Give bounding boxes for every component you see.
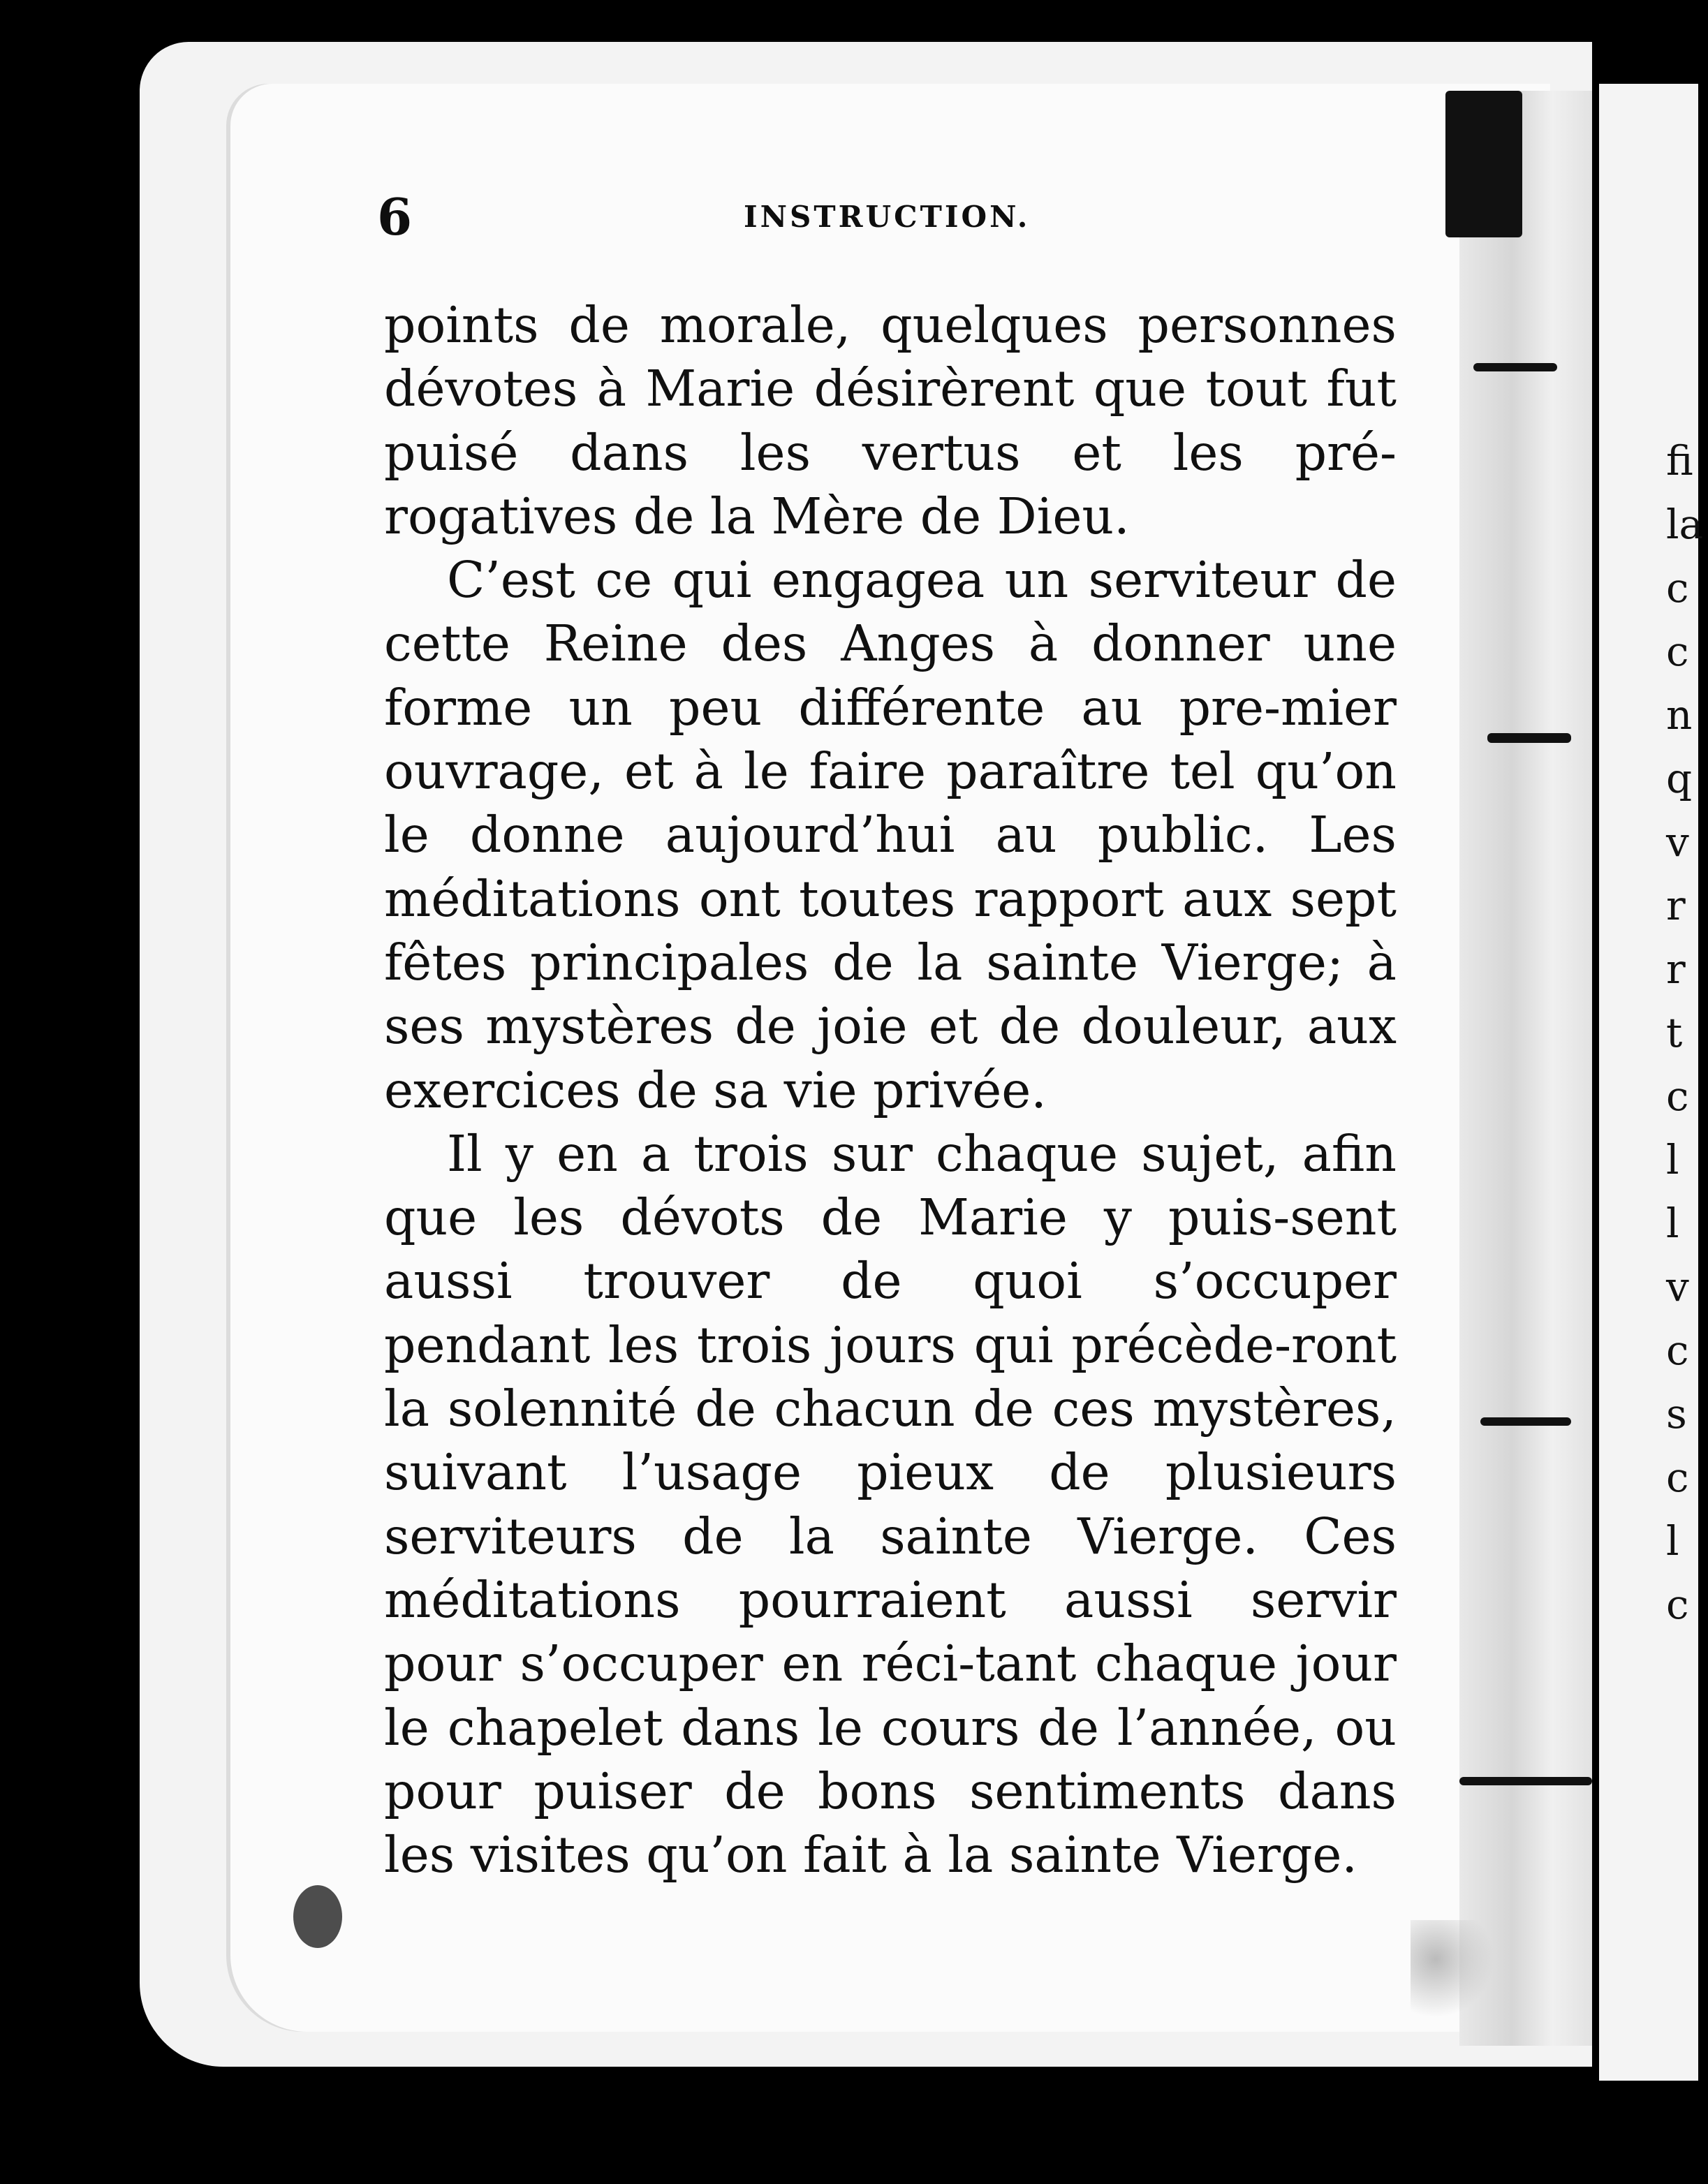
paragraph: C’est ce qui engagea un serviteur de cette Reine des Anges à donner une forme un peu différente au pre-mier ouvrage, et à le faire paraître tel qu’on le donne aujourd’hui au public. Les méditations ont toutes rapport aux sept fêtes principales de la sainte Vierge; à ses mystères de joie et de douleur, aux exercices de sa vie privée. bbox=[384, 551, 1397, 1119]
binding-stitch bbox=[1445, 91, 1522, 237]
page-shadow bbox=[1411, 1920, 1494, 2018]
body-text bbox=[384, 293, 1397, 1887]
binding-stitch bbox=[1480, 1417, 1571, 1426]
page-number: 6 bbox=[377, 187, 413, 246]
book-gutter bbox=[1459, 91, 1592, 2046]
binding-stitch bbox=[1473, 363, 1557, 371]
page-header bbox=[377, 187, 1404, 246]
running-head: INSTRUCTION. bbox=[744, 200, 1031, 234]
facing-page-edge bbox=[1599, 84, 1704, 2081]
binding-stitch bbox=[1487, 733, 1571, 743]
ink-smudge bbox=[293, 1885, 342, 1948]
binding-stitch bbox=[1459, 1777, 1592, 1785]
paragraph: Il y en a trois sur chaque sujet, afin que les dévots de Marie y puis-sent aussi trouver de quoi s’occuper pendant les trois jours qui précède-ront la solennité de chacun de ces mystères, suivant l’usage pieux de plusieurs serviteurs de la sainte Vierge. Ces méditations pourraient aussi servir pour s’occuper en réci-tant chaque jour le chapelet dans le cours de l’année, ou pour puiser de bons sentiments dans les visites qu’on fait à la sainte Vierge. bbox=[384, 1124, 1397, 1884]
facing-page-letters: fi la c c n q v r r t c l l v c s c l c bbox=[1666, 437, 1704, 1628]
paragraph: points de morale, quelques personnes dévotes à Marie désirèrent que tout fut puisé dans les vertus et les pré-rogatives de la Mère de Dieu. bbox=[384, 296, 1397, 545]
